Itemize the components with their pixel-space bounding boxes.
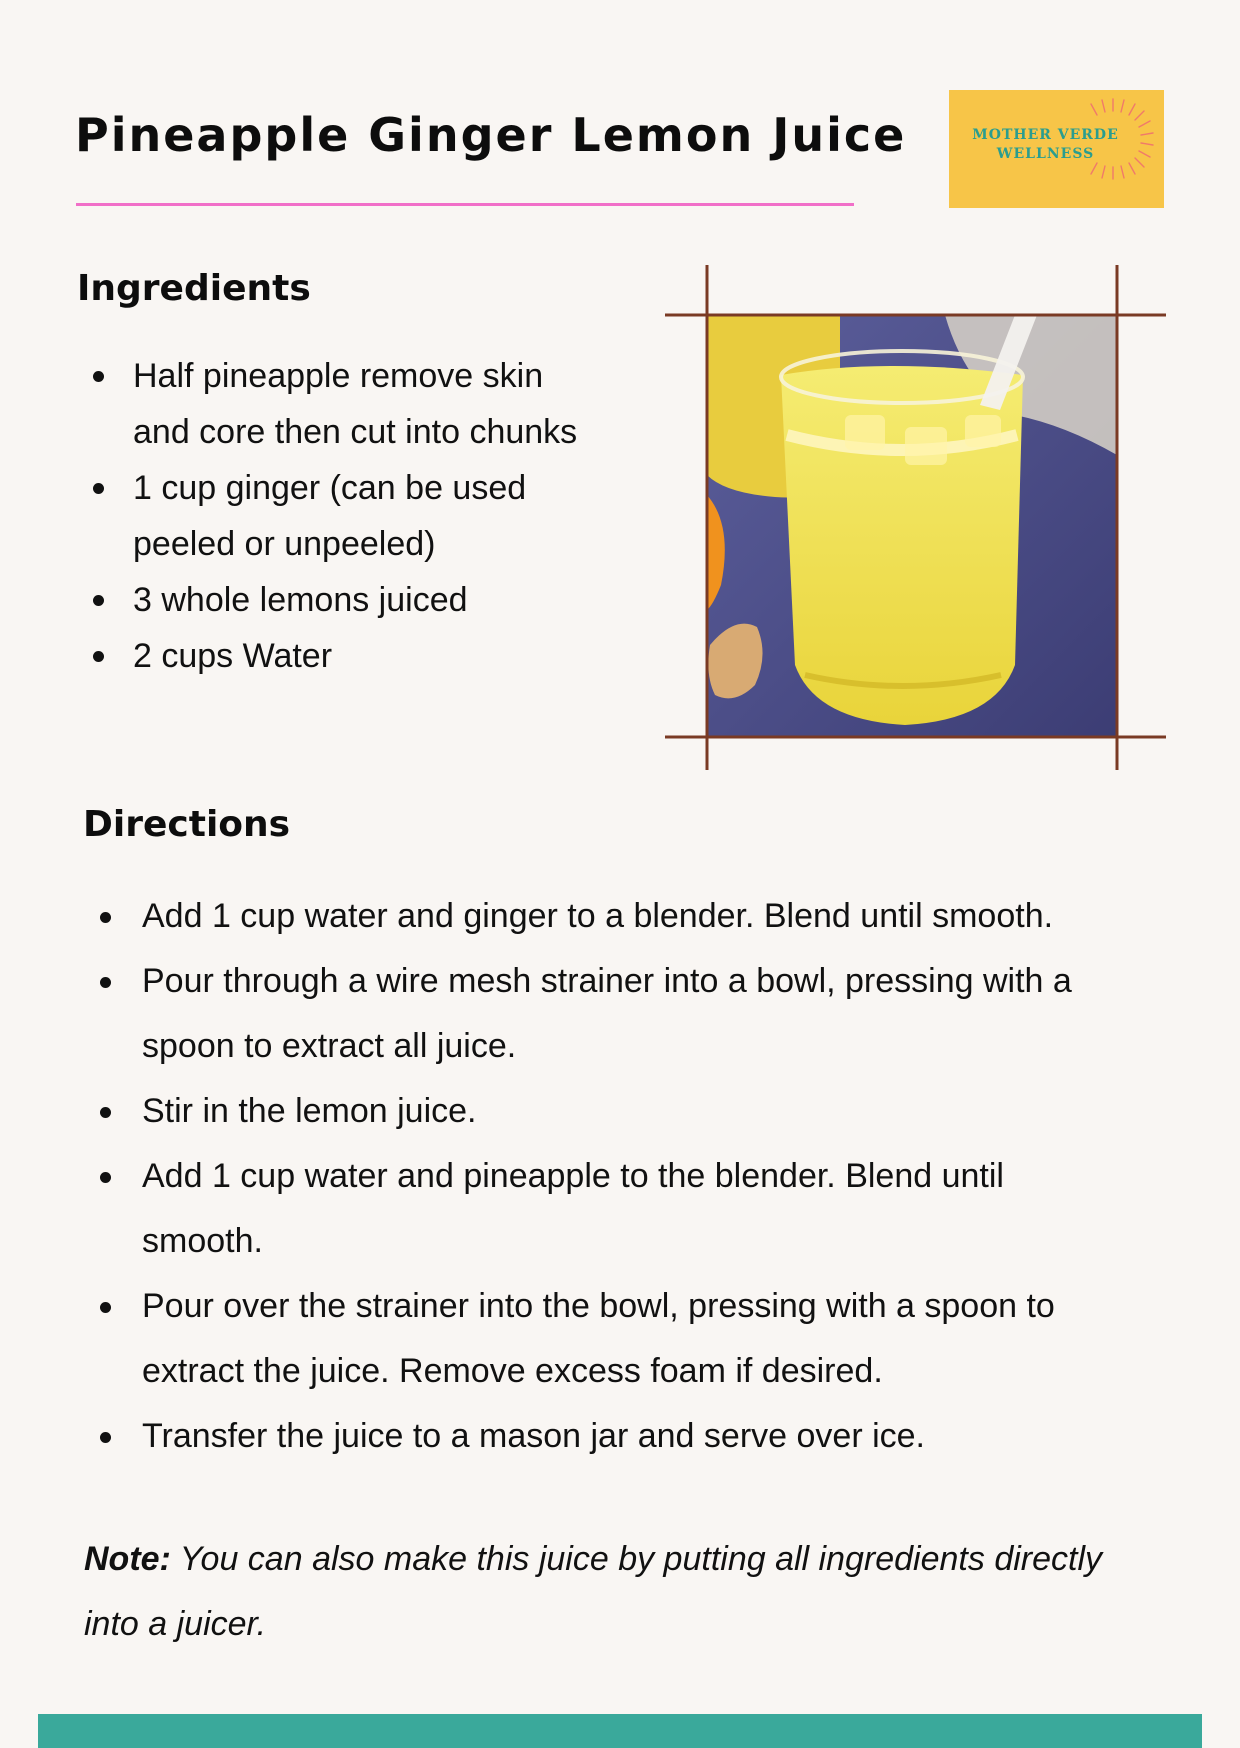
direction-step: Stir in the lemon juice. xyxy=(142,1079,1102,1144)
logo-line-1: MOTHER VERDE xyxy=(972,127,1119,143)
footer-bar xyxy=(38,1714,1202,1748)
logo-line-2: WELLNESS xyxy=(996,146,1095,162)
direction-step: Add 1 cup water and pineapple to the blender. Blend until smooth. xyxy=(142,1144,1102,1274)
ingredient-item: Half pineapple remove skin and core then cut into chunks xyxy=(133,348,603,460)
juice-photo xyxy=(665,265,1166,770)
directions-heading: Directions xyxy=(83,804,291,845)
page-title: Pineapple Ginger Lemon Juice xyxy=(75,108,907,162)
ingredients-heading: Ingredients xyxy=(77,268,311,309)
brand-logo xyxy=(949,90,1164,208)
ingredient-item: 1 cup ginger (can be used peeled or unpeeled) xyxy=(133,460,603,572)
ingredient-item: 3 whole lemons juiced xyxy=(133,572,603,628)
ingredients-list xyxy=(133,348,603,684)
direction-step: Pour through a wire mesh strainer into a bowl, pressing with a spoon to extract all juice. xyxy=(142,949,1102,1079)
directions-list xyxy=(142,884,1102,1469)
logo-wordmark xyxy=(949,126,1142,164)
title-underline xyxy=(76,203,854,206)
recipe-note xyxy=(84,1527,1144,1657)
note-label: Note: xyxy=(84,1540,171,1578)
juice-glass-image xyxy=(665,265,1166,770)
note-text: You can also make this juice by putting all ingredients directly into a juicer. xyxy=(84,1540,1103,1643)
ingredient-item: 2 cups Water xyxy=(133,628,603,684)
direction-step: Pour over the strainer into the bowl, pressing with a spoon to extract the juice. Remove excess foam if desired. xyxy=(142,1274,1102,1404)
direction-step: Transfer the juice to a mason jar and serve over ice. xyxy=(142,1404,1102,1469)
direction-step: Add 1 cup water and ginger to a blender. Blend until smooth. xyxy=(142,884,1102,949)
